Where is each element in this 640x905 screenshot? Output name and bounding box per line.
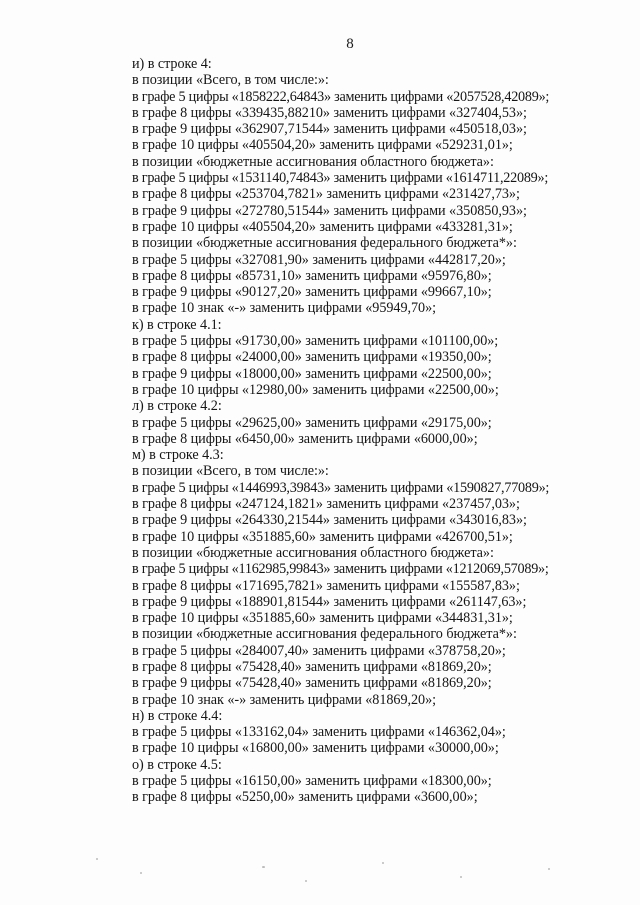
- document-line: в позиции «бюджетные ассигнования федерального бюджета*»:: [132, 235, 517, 252]
- document-line: в графе 9 цифры «188901,81544» заменить цифрами «261147,63»;: [132, 593, 527, 610]
- document-line: в позиции «Всего, в том числе:»:: [132, 463, 329, 480]
- document-line: в графе 5 цифры «91730,00» заменить цифрами «101100,00»;: [132, 333, 499, 350]
- document-line: в графе 10 знак «-» заменить цифрами «81869,20»;: [132, 691, 437, 708]
- document-line: в графе 8 цифры «171695,7821» заменить цифрами «155587,83»;: [132, 577, 520, 594]
- document-line: в графе 5 цифры «327081,90» заменить цифрами «442817,20»;: [132, 251, 506, 268]
- document-line: в графе 5 цифры «1446993,39843» заменить цифрами «1590827,77089»;: [132, 479, 550, 496]
- document-line: в графе 5 цифры «29625,00» заменить цифрами «29175,00»;: [132, 414, 492, 431]
- scan-speck: [548, 868, 550, 870]
- document-line: в графе 8 цифры «85731,10» заменить цифрами «95976,80»;: [132, 267, 492, 284]
- document-line: в графе 5 цифры «16150,00» заменить цифрами «18300,00»;: [132, 773, 492, 790]
- document-line: в графе 5 цифры «133162,04» заменить цифрами «146362,04»;: [132, 724, 506, 741]
- document-line: в позиции «бюджетные ассигнования федерального бюджета*»:: [132, 626, 517, 643]
- document-line: в графе 5 цифры «284007,40» заменить цифрами «378758,20»;: [132, 642, 506, 659]
- document-line: к) в строке 4.1:: [132, 316, 222, 333]
- document-line: в графе 5 цифры «1531140,74843» заменить цифрами «1614711,22089»;: [132, 170, 549, 187]
- document-line: н) в строке 4.4:: [132, 707, 223, 724]
- document-line: м) в строке 4.3:: [132, 447, 224, 464]
- document-line: в графе 8 цифры «247124,1821» заменить цифрами «237457,03»;: [132, 496, 520, 513]
- document-line: в графе 10 цифры «16800,00» заменить цифрами «30000,00»;: [132, 740, 499, 757]
- document-line: в графе 8 цифры «24000,00» заменить цифрами «19350,00»;: [132, 349, 492, 366]
- scan-speck: [460, 876, 462, 878]
- amendment-list: [132, 56, 632, 806]
- document-line: в графе 5 цифры «1162985,99843» заменить цифрами «1212069,57089»;: [132, 561, 549, 578]
- document-line: в графе 8 цифры «5250,00» заменить цифрами «3600,00»;: [132, 789, 478, 806]
- page-number: 8: [346, 36, 354, 52]
- document-line: в позиции «бюджетные ассигнования областного бюджета»:: [132, 153, 494, 170]
- document-line: в графе 8 цифры «253704,7821» заменить цифрами «231427,73»;: [132, 186, 520, 203]
- document-line: в графе 9 цифры «18000,00» заменить цифрами «22500,00»;: [132, 365, 492, 382]
- scan-speck: [96, 858, 98, 860]
- document-line: в графе 9 цифры «90127,20» заменить цифрами «99667,10»;: [132, 284, 492, 301]
- scan-speck: [140, 872, 142, 874]
- document-line: в графе 10 цифры «405504,20» заменить цифрами «529231,01»;: [132, 137, 513, 154]
- scan-speck: [305, 880, 307, 882]
- document-line: в графе 10 цифры «405504,20» заменить цифрами «433281,31»;: [132, 218, 513, 235]
- document-line: л) в строке 4.2:: [132, 398, 222, 415]
- document-line: в графе 10 знак «-» заменить цифрами «95949,70»;: [132, 300, 437, 317]
- document-line: в графе 9 цифры «75428,40» заменить цифрами «81869,20»;: [132, 675, 492, 692]
- document-line: в графе 10 цифры «12980,00» заменить цифрами «22500,00»;: [132, 381, 499, 398]
- document-line: в графе 8 цифры «339435,88210» заменить цифрами «327404,53»;: [132, 104, 527, 121]
- document-line: в графе 10 цифры «351885,60» заменить цифрами «426700,51»;: [132, 528, 513, 545]
- document-line: в графе 8 цифры «6450,00» заменить цифрами «6000,00»;: [132, 430, 478, 447]
- document-line: в позиции «Всего, в том числе:»:: [132, 72, 329, 89]
- scan-speck: [262, 866, 265, 868]
- document-line: в графе 9 цифры «264330,21544» заменить цифрами «343016,83»;: [132, 512, 527, 529]
- document-line: в графе 9 цифры «362907,71544» заменить цифрами «450518,03»;: [132, 121, 527, 138]
- scan-speck: [382, 862, 384, 864]
- document-line: в графе 10 цифры «351885,60» заменить цифрами «344831,31»;: [132, 610, 513, 627]
- document-line: в графе 9 цифры «272780,51544» заменить цифрами «350850,93»;: [132, 202, 527, 219]
- document-line: и) в строке 4:: [132, 56, 212, 72]
- document-line: в позиции «бюджетные ассигнования областного бюджета»:: [132, 544, 494, 561]
- document-line: в графе 8 цифры «75428,40» заменить цифрами «81869,20»;: [132, 658, 492, 675]
- document-line: о) в строке 4.5:: [132, 756, 222, 773]
- document-line: в графе 5 цифры «1858222,64843» заменить цифрами «2057528,42089»;: [132, 88, 550, 105]
